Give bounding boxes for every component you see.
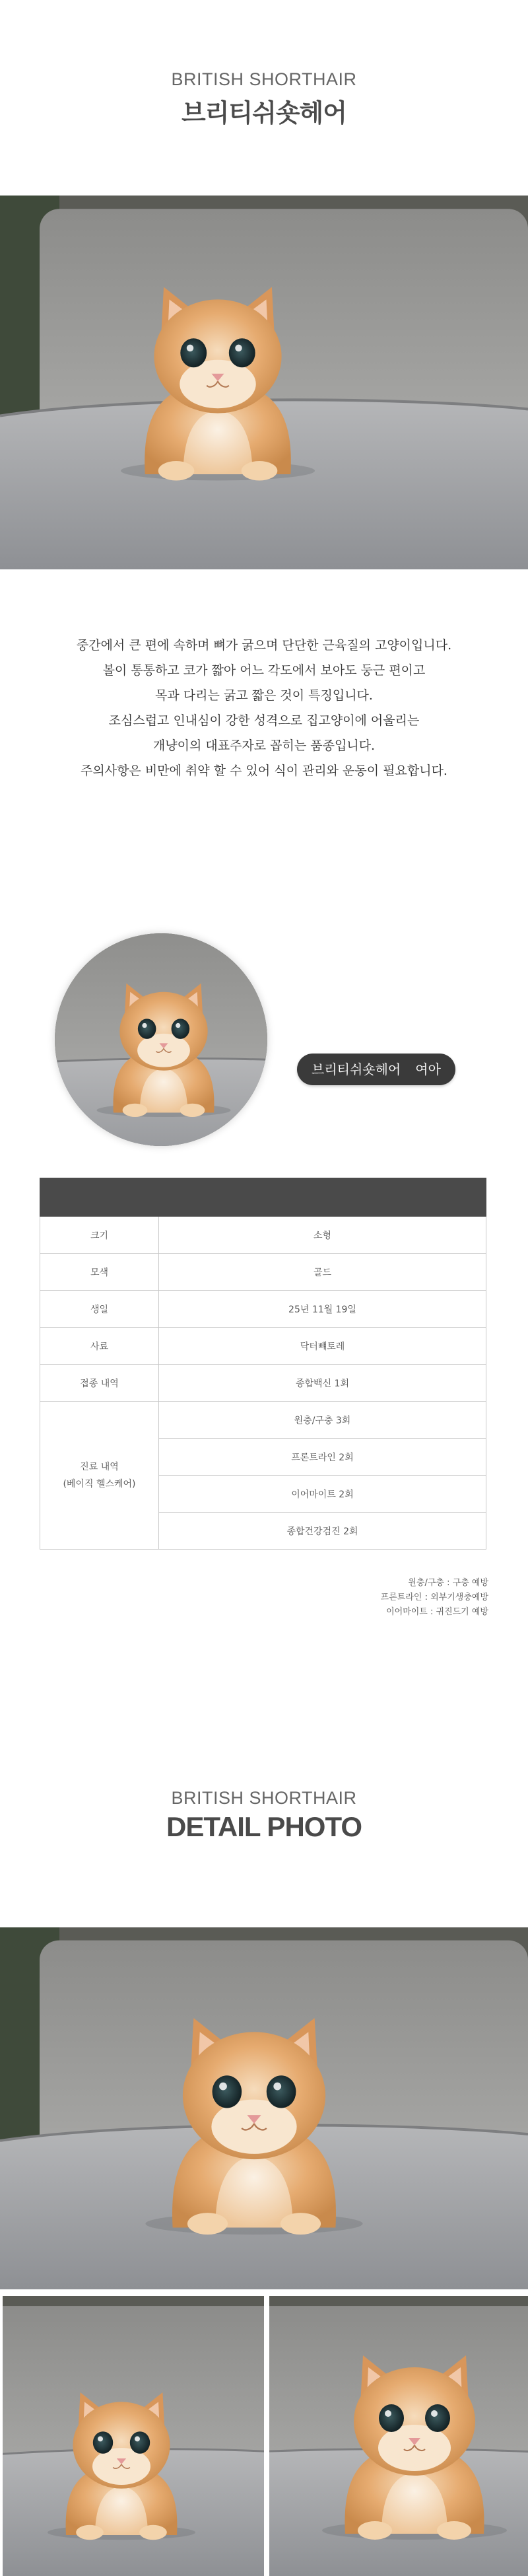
detail-cat-photo [0,1927,528,2289]
description-line: 중간에서 큰 편에 속하며 뼈가 굵으며 단단한 근육질의 고양이입니다. [76,638,452,653]
badge-breed: 브리티쉬숏헤어 [312,1061,401,1077]
table-row [40,1365,486,1402]
care-notes [381,1576,488,1620]
row-value: 종합백신 1회 [159,1365,486,1402]
detail-heading [0,1788,528,1843]
cat-info-table [40,1178,486,1550]
row-label: 크기 [40,1217,159,1254]
row-label: 생일 [40,1291,159,1328]
detail-cat-photo-right [269,2296,528,2576]
row-value: 25년 11월 19일 [159,1291,486,1328]
table-row [40,1254,486,1291]
care-item: 종합건강검진 2회 [159,1513,486,1550]
description-line: 개냥이의 대표주자로 꼽히는 품종입니다. [152,738,376,753]
table-row [40,1402,486,1439]
row-value: 골드 [159,1254,486,1291]
hero-cat-photo [0,196,528,569]
description-line: 볼이 통통하고 코가 짧아 어느 각도에서 보아도 둥근 편이고 [102,663,426,678]
table-header-cell [40,1178,159,1217]
table-header-cell [159,1178,486,1217]
row-label: 접종 내역 [40,1365,159,1402]
care-label-line: 진료 내역 [80,1461,119,1472]
row-value: 닥터뺴토레 [159,1328,486,1365]
table-row [40,1328,486,1365]
table-header-row [40,1178,486,1217]
note-line: 이어마이트 : 귀진드기 예방 [386,1607,488,1617]
care-item: 프론트라인 2회 [159,1439,486,1476]
row-label: 모색 [40,1254,159,1291]
row-label: 사료 [40,1328,159,1365]
care-item: 이어마이트 2회 [159,1476,486,1513]
care-history-label [40,1402,159,1550]
intro-eyebrow: BRITISH SHORTHAIR [171,69,357,89]
note-line: 프론트라인 : 외부기생충예방 [380,1592,488,1602]
detail-cat-photo-left [3,2296,264,2576]
care-item: 원충/구충 3회 [159,1402,486,1439]
description-line: 조심스럽고 인내심이 강한 성격으로 집고양이에 어울리는 [108,713,420,728]
intro-title: 브리티쉬숏헤어 [182,98,346,127]
detail-eyebrow: BRITISH SHORTHAIR [171,1788,357,1808]
table-row [40,1217,486,1254]
row-value: 소형 [159,1217,486,1254]
description-line: 주의사항은 비만에 취약 할 수 있어 식이 관리와 운동이 필요합니다. [81,764,447,778]
note-line: 원충/구충 : 구충 예방 [408,1578,488,1588]
description-line: 목과 다리는 굵고 짧은 것이 특징입니다. [155,688,373,703]
badge-sex: 여아 [415,1061,441,1077]
care-label-line: (베이직 헬스케어) [63,1478,136,1489]
breed-sex-badge [297,1054,455,1085]
detail-title: DETAIL PHOTO [166,1811,362,1842]
profile-cat-photo [55,933,267,1146]
intro-heading [0,69,528,129]
breed-description [0,633,528,783]
table-row [40,1291,486,1328]
